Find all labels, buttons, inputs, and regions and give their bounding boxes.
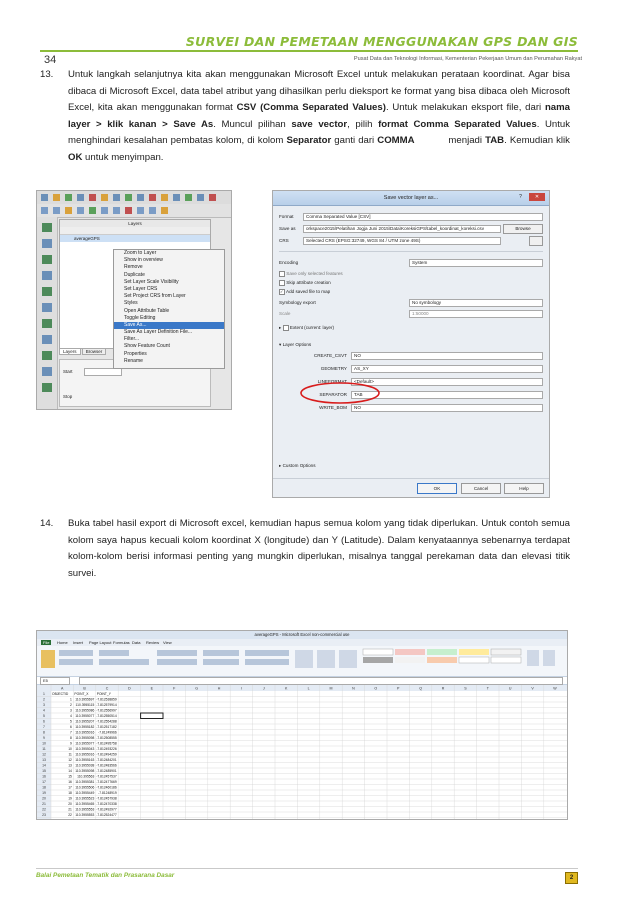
cell[interactable]: 10 (68, 747, 72, 752)
ribbon (37, 646, 567, 677)
cell[interactable]: 110.395563 (77, 774, 95, 779)
cell[interactable]: 20 (68, 802, 72, 807)
cell[interactable]: 110.3955465 (75, 802, 95, 807)
opt-label-geometry: GEOMETRY (320, 366, 347, 371)
header-rule (40, 50, 578, 52)
start-field[interactable] (84, 368, 122, 376)
opt-label-lineformat: LINEFORMAT (317, 379, 347, 384)
row-header: 8 (43, 730, 45, 735)
cell[interactable]: -7.812538859 (96, 697, 117, 702)
cell[interactable]: 110.3955381 (75, 780, 95, 785)
cell[interactable]: -7.812524477 (96, 813, 117, 818)
menu-item-rename[interactable]: Rename (124, 357, 143, 364)
step-text: Untuk langkah selanjutnya kita akan menggunakan Microsoft Excel untuk melakukan perataan koordinat. Agar bisa dibaca di Microsoft Excel, data tabel atribut yang dihasilkan perlu dieksport ke format yang bisa dibaca oleh Microsoft Excel, kita akan menggunakan format CSV (Comma Separated Values). Untuk melakukan eksport file, dari nama layer > klik kanan > Save As. Muncul pilihan save vector, pilih format Comma Separated Values. Untuk menghindari kesalahan pembatas kolom, di kolom Separator ganti dari COMMA menjadi TAB. Kemudian klik OK untuk menyimpan. (68, 69, 571, 163)
tab-home[interactable]: Home (57, 640, 68, 645)
column-header: D (128, 686, 131, 691)
qgis-toolbar-top (37, 191, 231, 205)
cell[interactable]: -7.812483566 (96, 763, 117, 768)
cell[interactable]: 3 (70, 708, 72, 713)
column-header: H (217, 686, 221, 691)
tab-browser[interactable]: Browser (82, 348, 107, 355)
opt-label-create-csvt: CREATE_CSVT (313, 353, 347, 358)
panel-tabs (59, 348, 119, 356)
row-header: 13 (42, 758, 46, 763)
row-header: 4 (43, 708, 45, 713)
step-number: 14. (40, 518, 54, 529)
row-header: 1 (43, 692, 45, 697)
tab-layers[interactable]: Layers (59, 348, 81, 355)
opt-select-create-csvt[interactable]: NO (351, 352, 543, 360)
cell[interactable]: 11 (68, 752, 72, 757)
row-header: 16 (42, 774, 46, 779)
separator-highlight-ellipse (299, 381, 381, 405)
cell[interactable]: 110.3955506 (75, 785, 95, 790)
menu-item-toggle-editing[interactable]: Toggle Editing (124, 314, 156, 321)
opt-label-separator: SEPARATOR (319, 392, 347, 397)
cell[interactable]: 12 (68, 758, 72, 763)
encoding-select[interactable]: System (409, 259, 543, 267)
cell[interactable]: 17 (68, 785, 72, 790)
cell[interactable]: -7.812554288 (96, 719, 117, 724)
cell[interactable]: -7.812556997 (96, 708, 117, 713)
cell[interactable]: 110.3955038 (75, 763, 95, 768)
column-header: J (262, 686, 265, 691)
scale-field[interactable]: 1:50000 (409, 310, 543, 318)
layer-context-menu (113, 249, 225, 369)
cell[interactable]: -7.812495758 (96, 741, 117, 746)
cell[interactable]: -7.812477669 (96, 780, 117, 785)
cell[interactable]: 110.3955098 (75, 736, 95, 741)
cell[interactable]: -7.812470338 (96, 802, 117, 807)
menu-item-attribute-table[interactable]: Open Attribute Table (124, 307, 170, 314)
cell[interactable]: 110.3955016 (75, 730, 95, 735)
menu-item-feature-count[interactable]: Show Feature Count (124, 343, 170, 350)
menu-item-scale-visibility[interactable]: Set Layer Scale Visibility (124, 278, 179, 285)
crs-select[interactable]: Selected CRS (EPSG:32749, WGS 84 / UTM zone 49S) (303, 237, 501, 245)
cell[interactable]: 18 (68, 791, 72, 796)
row-header: 5 (43, 714, 45, 719)
qgis-screenshot (36, 190, 232, 410)
menu-item-save-as[interactable]: Save As... (114, 322, 224, 329)
cell[interactable]: 6 (70, 725, 72, 730)
menu-item-properties[interactable]: Properties (124, 350, 147, 357)
cell[interactable]: 21 (68, 807, 72, 812)
column-header: W (553, 686, 557, 691)
cell[interactable]: 110.3955207 (75, 719, 95, 724)
close-icon[interactable]: ✕ (529, 193, 545, 201)
cell[interactable]: POINT_X (74, 692, 89, 697)
column-header: I (240, 686, 242, 691)
cell[interactable]: -7.812493226 (96, 747, 117, 752)
formula-input[interactable] (79, 677, 563, 685)
column-header: L (307, 686, 310, 691)
column-header: R (441, 686, 445, 691)
row-header: 7 (43, 725, 45, 730)
browse-button[interactable]: Browse (503, 224, 543, 234)
toolbar-icons (37, 191, 231, 204)
menu-item-styles[interactable]: Styles (124, 300, 138, 307)
cell[interactable]: 110.3955523 (75, 796, 95, 801)
dialog-titlebar (273, 191, 549, 206)
cell[interactable]: 5 (70, 719, 72, 724)
active-cell-outline (141, 713, 163, 719)
name-box[interactable]: E5 (40, 677, 70, 685)
column-header: Q (419, 686, 422, 691)
column-header: E (150, 686, 154, 691)
column-header: G (195, 686, 198, 691)
cell[interactable]: 110.3955043 (75, 747, 95, 752)
cell[interactable]: -7.812485901 (96, 769, 117, 774)
layer-item[interactable]: averageGPS (60, 235, 210, 242)
saveas-label: Save as (279, 226, 296, 231)
menu-item-zoom-to-layer[interactable]: Zoom to Layer (124, 250, 157, 256)
row-header: 15 (42, 769, 46, 774)
cell[interactable]: 110.3955697 (75, 697, 95, 702)
cell[interactable]: 9 (70, 741, 72, 746)
format-label: Format (279, 214, 294, 219)
column-header: S (464, 686, 467, 691)
cell[interactable]: 110.3955077 (75, 714, 95, 719)
footer-text: Balai Pemetaan Tematik dan Prasarana Dasar (36, 872, 175, 879)
opt-select-lineformat[interactable]: <Default> (351, 378, 543, 386)
column-header: O (374, 686, 378, 691)
footer-rule (36, 868, 578, 869)
cell[interactable]: -7.812550514 (96, 714, 117, 719)
column-header: F (173, 686, 176, 691)
cell[interactable]: 19 (68, 796, 72, 801)
cell[interactable]: 110.3955553 (75, 807, 95, 812)
extent-group[interactable]: ▸ Extent (current: layer) (279, 325, 335, 331)
cell[interactable]: 110.3955163 (75, 758, 95, 763)
cell[interactable]: 22 (68, 813, 72, 818)
cell[interactable]: 110.3955449 (75, 791, 95, 796)
step-text: Buka tabel hasil export di Microsoft excel, kemudian hapus semua kolom yang tidak diperlukan. Untuk contoh semua kolom saya hapus kecuali kolom koordinat X (longitude) dan Y (Latitude). Dalam kenyataannya sebenarnya terdapat kolom-kolom berisi informasi penting yang mungkin diperlukan, misalnya tanggal perekaman data dan elevasi titik survei. (68, 518, 570, 579)
checkbox-skip-attribute[interactable]: Skip attribute creation (279, 280, 543, 288)
cell[interactable]: -7.812457537 (96, 774, 117, 779)
menu-item-show-overview[interactable]: Show in overview (124, 257, 163, 264)
cell[interactable]: 15 (68, 774, 72, 779)
cell[interactable]: -7.812508555 (96, 736, 117, 741)
row-header: 2 (43, 697, 45, 702)
cell[interactable]: 8 (70, 736, 72, 741)
row-header: 10 (42, 741, 46, 746)
layers-panel-title: Layers (60, 220, 210, 227)
cell[interactable]: -7.812460186 (96, 785, 117, 790)
publisher-info: Pusat Data dan Teknologi Informasi, Kementerian Pekerjaan Umum dan Perumahan Rakyat (353, 56, 582, 62)
column-header: U (508, 686, 512, 691)
step-13 (40, 67, 570, 165)
ribbon-icons (37, 646, 567, 676)
row-header: 17 (42, 780, 46, 785)
cell[interactable]: 1 (70, 697, 72, 702)
column-header: A (60, 686, 64, 691)
menu-item-save-layer-definition[interactable]: Save As Layer Definition File... (124, 329, 193, 336)
dialog-button-bar (273, 478, 549, 497)
cell[interactable]: -7.812494259 (96, 752, 117, 757)
row-header: 14 (42, 763, 46, 768)
cell[interactable]: 14 (68, 769, 72, 774)
layers-panel-tools (60, 227, 210, 235)
dialog-title: Save vector layer as... (383, 195, 439, 201)
help-button[interactable]: Help (504, 483, 544, 494)
custom-options-group[interactable]: ▸ Custom Options (279, 463, 316, 468)
spreadsheet-grid (37, 685, 567, 819)
running-header-title: SURVEI DAN PEMETAAN MENGGUNAKAN GPS DAN GIS (185, 34, 578, 49)
symbology-select[interactable]: No symbology (409, 299, 543, 307)
column-header: V (531, 686, 534, 691)
opt-select-separator[interactable]: TAB (351, 391, 543, 399)
row-header: 19 (42, 791, 46, 796)
cell[interactable]: OBJECTID (52, 692, 69, 697)
formula-bar (37, 677, 567, 685)
crs-select-button[interactable] (529, 236, 543, 246)
row-header: 6 (43, 719, 45, 724)
row-header: 23 (42, 813, 46, 818)
qgis-side-toolbar (37, 217, 58, 409)
row-header: 21 (42, 802, 46, 807)
opt-select-write-bom[interactable]: NO (351, 404, 543, 412)
row-header: 18 (42, 785, 46, 790)
row-header: 22 (42, 807, 46, 812)
checkbox-add-to-map[interactable]: ✓ Add saved file to map (280, 289, 331, 295)
cell[interactable]: -7.812517182 (96, 725, 117, 730)
footer-page-mark: 2 (565, 872, 578, 884)
start-label: Start (63, 369, 73, 374)
symbology-label: Symbology export (279, 300, 316, 305)
cell[interactable]: 4 (70, 714, 72, 719)
cell[interactable]: -7.812484201 (96, 758, 117, 763)
column-header: M (329, 686, 333, 691)
tab-view[interactable]: View (163, 640, 172, 645)
menu-item-set-layer-crs[interactable]: Set Layer CRS (124, 285, 158, 292)
cell[interactable]: 2 (70, 703, 72, 708)
cell[interactable]: -7.81248919 (98, 791, 117, 796)
column-header: B (83, 686, 86, 691)
row-header: 9 (43, 736, 45, 741)
tab-page-layout[interactable]: Page Layout (89, 640, 112, 645)
tab-formulas[interactable]: Formulas (113, 640, 130, 645)
step-14 (40, 516, 570, 584)
column-header: K (284, 686, 288, 691)
menu-item-duplicate[interactable]: Duplicate (124, 271, 145, 278)
cell[interactable]: 110.3955086 (75, 708, 95, 713)
format-select[interactable]: Comma Separated Value [CSV] (303, 213, 543, 221)
cell[interactable]: 110.3955115 (75, 703, 95, 708)
column-header: T (486, 686, 489, 691)
row-header: 20 (42, 796, 46, 801)
save-vector-dialog (272, 190, 550, 498)
crs-label: CRS (279, 238, 289, 243)
menu-item-remove[interactable]: Remove (124, 264, 143, 271)
cell[interactable]: 110.3955016 (75, 752, 95, 757)
cell[interactable]: 110.3955553 (75, 813, 95, 818)
column-header: N (352, 686, 355, 691)
encoding-label: Encoding (279, 260, 299, 265)
excel-title: averageGPS - Microsoft Excel non-commercial use (254, 632, 350, 637)
menu-item-set-project-crs[interactable]: Set Project CRS from Layer (124, 293, 186, 300)
saveas-field[interactable]: orkspace2015\Pelatihan Jogja Juni 2015\Data\KoreksiGPS\tabel_koordinat_koreksi.csv (303, 225, 501, 233)
ok-button[interactable]: OK (417, 483, 457, 494)
row-header: 12 (42, 752, 46, 757)
cell[interactable]: 110.3955098 (75, 769, 95, 774)
tab-file[interactable]: File (43, 640, 50, 645)
column-header: C (105, 686, 109, 691)
row-header: 3 (43, 703, 45, 708)
scale-label: Scale (279, 311, 291, 316)
cell[interactable]: 16 (68, 780, 72, 785)
cell[interactable]: 110.3955182 (75, 725, 95, 730)
cell[interactable]: 110.3955077 (75, 741, 95, 746)
layer-options-group[interactable]: ▾ Layer Options (279, 342, 312, 347)
opt-label-write-bom: WRITE_BOM (319, 405, 347, 410)
excel-screenshot (36, 630, 568, 820)
column-header: P (396, 686, 400, 691)
checkbox-selected-features[interactable]: Save only selected features (279, 271, 543, 279)
cell[interactable]: POINT_Y (96, 692, 111, 697)
help-icon[interactable]: ? (519, 194, 522, 200)
ribbon-tabs (37, 639, 567, 646)
cell[interactable]: -7.81249966 (98, 730, 117, 735)
page-number: 34 (44, 54, 57, 66)
opt-select-geometry[interactable]: AS_XY (351, 365, 543, 373)
menu-item-filter[interactable]: Filter... (124, 336, 140, 343)
step-number: 13. (40, 69, 54, 80)
cell[interactable]: -7.812492977 (96, 807, 117, 812)
cell[interactable]: 13 (68, 763, 72, 768)
tab-review[interactable]: Review (146, 640, 160, 645)
cell[interactable]: -7.812579914 (96, 703, 117, 708)
qgis-toolbar-second (37, 204, 231, 218)
stop-label: Stop (63, 394, 73, 399)
tab-data[interactable]: Data (132, 640, 141, 645)
cell[interactable]: -7.812457938 (96, 796, 117, 801)
tab-insert[interactable]: Insert (73, 640, 84, 645)
row-header: 11 (42, 747, 46, 752)
cancel-button[interactable]: Cancel (461, 483, 501, 494)
cell[interactable]: 7 (70, 730, 72, 735)
